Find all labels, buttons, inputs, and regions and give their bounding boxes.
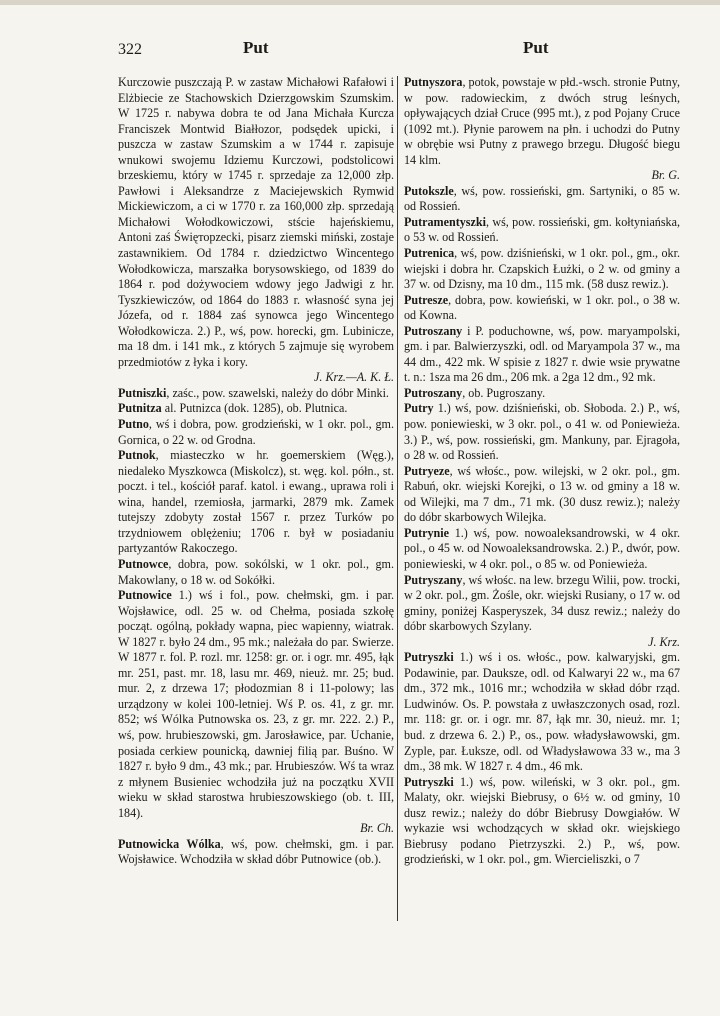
- headword: Putroszany: [404, 323, 463, 338]
- author-signature: J. Krz.—A. K. Ł.: [314, 370, 394, 385]
- left-column: [118, 75, 394, 868]
- headword: Putrynie: [404, 525, 450, 540]
- entry: Putresze, dobra, pow. kowieński, w 1 okr. pol., o 38 w. od Kowna.: [404, 292, 680, 323]
- author-signature: Br. G.: [651, 168, 680, 183]
- headword: Putrenica: [404, 246, 455, 261]
- headword: Putresze: [404, 292, 449, 307]
- entry: Putryszki 1.) wś i os. włośc., pow. kalwaryjski, gm. Podawinie, par. Dauksze, odl. od Kalwaryi 22 w., ma 67 dm., 372 mk., 1016 mr.; wchodziła w skład dóbr rząd. Ludwinów. Os. P. powstała z uwłaszczonych osad, rozl. mr. 118: gr. or. i ogr. mr. 87, łąk mr. 30, nieuż. mr. 1; bud. z drzewa 6. 2.) P., os., pow. władysławowski, gm. Zyple, par. Łuksze, odl. od Władysławowa 33 w., ma 3 dm., 38 mk. W 1827 r. 4 dm., 46 mk.: [404, 650, 680, 774]
- headword: Putnitza: [118, 401, 162, 416]
- headword: Putnok: [118, 448, 156, 463]
- running-head-right: Put: [523, 38, 549, 57]
- headword: Putryszki: [404, 774, 454, 789]
- entry: Putramentyszki, wś, pow. rossieński, gm. kołtyniańska, o 53 w. od Rossień.: [404, 214, 680, 245]
- entry: Putroszany, ob. Pugroszany.: [404, 385, 546, 400]
- headword: Putno: [118, 417, 149, 432]
- entry: Putniszki, zaśc., pow. szawelski, należy do dóbr Minki.: [118, 385, 389, 400]
- right-column: [404, 75, 680, 868]
- entry: Putnowicka Wólka, wś, pow. chełmski, gm. i par. Wojsławice. Wchodziła w skład dóbr Putnowice (ob.).: [118, 836, 394, 867]
- scan-edge: [0, 0, 720, 5]
- entry: Putroszany i P. poduchowne, wś, pow. maryampolski, gm. i par. Balwierzyszki, odl. od Maryampola 37 w., ma 44 dm., 422 mk. W spisie z 1827 r. dwie wsie prywatne t. n.: 1sza ma 26 dm., 206 mk. a 2ga 12 dm., 92 mk.: [404, 323, 680, 385]
- entry: Putokszle, wś, pow. rossieński, gm. Sartyniki, o 85 w. od Rossień.: [404, 183, 680, 214]
- headword: Putnowicka Wólka: [118, 836, 221, 851]
- entry: Putrenica, wś, pow. dziśnieński, w 1 okr. pol., gm., okr. wiejski i dobra hr. Czapskich Łużki, o 2 w. od gminy a 37 w. od Dzisny, ma 10 dm., 115 mk. (58 dusz rewiz.).: [404, 246, 680, 292]
- headword: Putramentyszki: [404, 214, 486, 229]
- entry: Putryszany, wś włośc. na lew. brzegu Wilii, pow. trocki, w 2 okr. pol., gm. Żośle, okr. wiejski Rusiany, o 17 w. od gminy, poniżej Kasperyszek, 34 dusz rewiz.; należy do dóbr skarbowych Szylany.: [404, 572, 680, 634]
- entry: Putnitza al. Putnizca (dok. 1285), ob. Plutnica.: [118, 401, 348, 416]
- entry: Putnowice 1.) wś i fol., pow. chełmski, gm. i par. Wojsławice, odl. 25 w. od Chełma, posiada szkołę począt. ogólną, pokłady wapna, piec wapienny, wiatrak. W 1827 r. było 24 dm., 95 mk.; należała do par. Swierze. W 1877 r. fol. P. rozl. mr. 1258: gr. or. i ogr. mr. 495, łąk mr. 251, past. mr. 18, lasu mr. 469, nieuż. mr. 25; bud. mur. 2, z drzewa 17; płodozmian 8 i 11-polowy; las urządzony w kolei 100-letniej. Wś P. os. 41, z gr. mr. 852; wś Wólka Putnowska os. 23, z gr. mr. 222. 2.) P., wś, pow. hrubieszowski, gm. Jarosławice, par. Uchanie, posiada cerkiew pounicką, dawniej filią par. Buśno. W 1827 r. było 9 dm., 43 mk.; par. Hrubieszów. Wś ta wraz z młynem Busieniec wchodziła już na początku XVII wieku w skład starostwa hrubieszowskiego (ob. t. III, 184).: [118, 588, 394, 820]
- headword: Putniszki: [118, 385, 167, 400]
- headword: Putokszle: [404, 183, 454, 198]
- headword: Putnowice: [118, 588, 172, 603]
- headword: Putryszki: [404, 650, 454, 665]
- author-signature: J. Krz.: [648, 634, 680, 649]
- entry: Putnyszora, potok, powstaje w płd.-wsch. stronie Putny, w pow. radowieckim, z dwóch strug leśnych, opływających dział Cruce (995 mt.), z pod Pojany Cruce (1092 mt.). Płynie parowem na płn. i uchodzi do Putny w obrębie wsi Putny z prawego brzegu. Długość biegu 14 klm.: [404, 75, 680, 167]
- entry: Putnok, miasteczko w hr. goemerskiem (Węg.), niedaleko Myszkowca (Miskolcz), st. węg. kol. półn., st. poczt. i tel., kościół paraf. katol. i ewang., uprawa roli i wina, handel, rzemiosła, jarmarki, 2879 mk. Zamek tutejszy zdobyty został 1567 r. przez Turków po trzydniowem oblężeniu; 1706 r. był w posiadaniu partyzantów Rakoczego.: [118, 448, 394, 556]
- entry: Kurczowie puszczają P. w zastaw Michałowi Rafałowi i Elżbiecie ze Stachowskich Dzierzgowskim Szumskim. W 1725 r. nabywa dobra te od Jana Michała Kurcza Franciszek Montwid Białłozor, podsędek upicki, i puszcza w zastaw Szumskim a w 1744 r. zapisuje wnukowi swojemu Idziemu Kurczowi, podstolicowi brzeskiemu, który w 1745 r. sprzedaje za 12,000 złp. Pawłowi i Aleksandrze z Maciejewskich Rymwid Mickiewiczom, a ci w 1770 r. za 160,000 złp. sprzedają Michałowi Wołodkowiczowi, stście hajeńskiemu, Antoni zaś Święторzecki, pisarz ziemski miński, zostaje zastawnikiem. Od 1784 r. dziedzictwo Wincentego Wołodkowicza, marszałka borysowskiego, od 1839 do 1864 r. pod dożywociem wdowy jego Jadwigi z hr. Tyszkiewiczów, od 1864 do 1883 r. własność syna jej Józefa, od r. 1884 zaś synowca jego Wincentego Wołodkowicza. 2.) P., wś, pow. horecki, gm. Lubinicze, ma 18 dm. i 141 mk., z których 5 zajmuje się wyrobem przedmiotów z łyka i kory.: [118, 75, 394, 369]
- entry: Putryszki 1.) wś, pow. wileński, w 3 okr. pol., gm. Malaty, okr. wiejski Biebrusy, o 6½ w. od gminy, 10 dusz rewiz.; należy do dóbr Biebrusy Dowgiałów. W wykazie wsi wchodzących w skład okr. wiejskiego Biebrusy podano Pietrzyszki. 2.) P., wś, pow. grodzieński, w 1 okr. pol., gm. Wiercieliszki, o 7: [404, 774, 680, 867]
- entry: Putrynie 1.) wś, pow. nowoaleksandrowski, w 4 okr. pol., o 45 w. od Nowoaleksandrowska. 2.) P., dwór, pow. poniewieski, w 4 okr. pol., o 85 w. od Poniewieża.: [404, 525, 680, 571]
- entry: Putnowce, dobra, pow. sokólski, w 1 okr. pol., gm. Makowlany, o 18 w. od Sokółki.: [118, 556, 394, 587]
- headword: Putryeze: [404, 463, 450, 478]
- page-number: 322: [118, 41, 142, 58]
- column-divider: [397, 76, 398, 921]
- running-head-left: Put: [243, 38, 269, 57]
- entry: Putry 1.) wś, pow. dziśnieński, ob. Słoboda. 2.) P., wś, pow. poniewieski, w 3 okr. pol., o 41 w. od Poniewieża. 3.) P., wś, pow. rossieński, gm. Mankuny, par. Ejragoła, o 28 w. od Rossień.: [404, 401, 680, 463]
- headword: Putry: [404, 401, 434, 416]
- headword: Putnowce: [118, 556, 169, 571]
- entry: Putryeze, wś włośc., pow. wilejski, w 2 okr. pol., gm. Rabuń, okr. wiejski Korejki, o 13 w. od gminy a 18 w. od Wilejki, ma 7 dm., 71 mk. (30 dusz rewiz.); należy do dóbr skarbowych Wilejka.: [404, 463, 680, 525]
- headword: Putnyszora: [404, 75, 463, 89]
- headword: Putryszany: [404, 572, 463, 587]
- headword: Putroszany: [404, 385, 463, 400]
- entry: Putno, wś i dobra, pow. grodzieński, w 1 okr. pol., gm. Gornica, o 22 w. od Grodna.: [118, 417, 394, 447]
- author-signature: Br. Ch.: [360, 821, 394, 836]
